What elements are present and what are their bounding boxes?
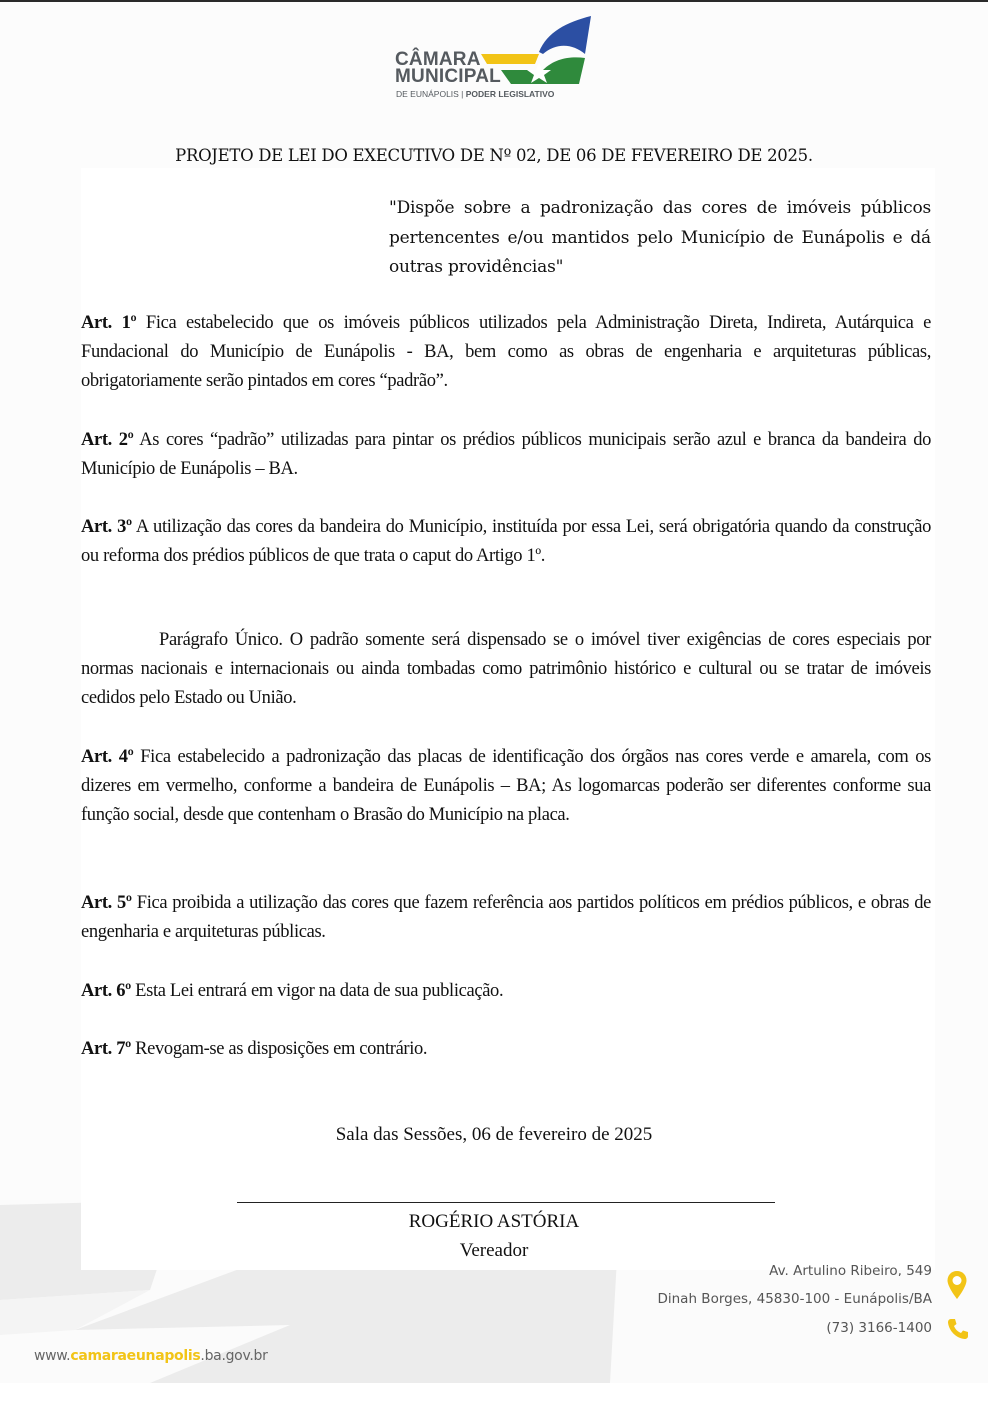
camara-municipal-logo <box>393 14 593 102</box>
article-text: As cores “padrão” utilizadas para pintar os prédios públicos municipais serão azul e branca da bandeira do Município de Eunápolis – BA. <box>81 430 931 480</box>
article-label: Art. 4º <box>81 747 134 767</box>
article-text: A utilização das cores da bandeira do Município, instituída por essa Lei, será obrigatória quando da construção ou reforma dos prédios públicos de que trata o caput do Artigo 1º. <box>81 517 931 567</box>
document-ementa: "Dispõe sobre a padronização das cores de imóveis públicos pertencentes e/ou mantidos pelo Município de Eunápolis e dá outras providências" <box>389 198 931 277</box>
address-line-1-container <box>632 1262 932 1276</box>
address-line-2: Dinah Borges, 45830-100 - Eunápolis/BA <box>657 1291 932 1307</box>
signatory-name: ROGÉRIO ASTÓRIA <box>408 1211 580 1232</box>
article-text: Fica proibida a utilização das cores que fazem referência aos partidos políticos em prédios públicos, e obras de engenharia e arquiteturas públicas. <box>81 893 931 943</box>
paragrafo-unico: Parágrafo Único. O padrão somente será dispensado se o imóvel tiver exigências de cores especiais por normas nacionais e internacionais ou ainda tombadas como patrimônio histórico e cultural ou se tratar de imóveis cedidos pelo Estado ou União. <box>81 630 931 709</box>
article-label: Art. 5º <box>81 893 132 913</box>
website-prefix: www. <box>34 1348 71 1364</box>
logo-line-1: CÂMARA <box>395 49 481 70</box>
signature-line <box>237 1202 775 1203</box>
article-text: Esta Lei entrará em vigor na data de sua publicação. <box>130 981 504 1001</box>
place-date: Sala das Sessões, 06 de fevereiro de 2025 <box>335 1124 653 1145</box>
article-text: Fica estabelecido que os imóveis públicos utilizados pela Administração Direta, Indireta, Autárquica e Fundacional do Município de Eunápolis - BA, bem como as obras de engenharia e arquiteturas públicas, obrigatoriamente serão pintados em cores “padrão”. <box>81 313 932 392</box>
location-pin-icon <box>946 1270 968 1300</box>
article-label: Art. 1º <box>81 313 137 333</box>
article-label: Art. 6º <box>81 981 131 1001</box>
phone-number: (73) 3166-1400 <box>826 1320 932 1336</box>
article-7 <box>81 1035 931 1064</box>
address-line-1: Av. Artulino Ribeiro, 549 <box>769 1263 932 1276</box>
website-link[interactable] <box>34 1348 268 1364</box>
article-text: Revogam-se as disposições em contrário. <box>130 1039 428 1059</box>
signatory-role: Vereador <box>459 1240 529 1261</box>
article-6 <box>81 977 931 1006</box>
article-4 <box>81 743 931 831</box>
website-suffix: .ba.gov.br <box>200 1348 268 1364</box>
logo-subtitle-right: PODER LEGISLATIVO <box>465 89 555 99</box>
article-3 <box>81 513 931 571</box>
logo-subtitle-left: DE EUNÁPOLIS | <box>396 89 466 99</box>
phone-icon <box>947 1318 969 1340</box>
logo-line-2: MUNICIPAL <box>395 66 501 87</box>
article-5 <box>81 889 931 947</box>
article-label: Art. 7º <box>81 1039 131 1059</box>
website-highlight: camaraeunapolis <box>70 1348 201 1364</box>
article-2 <box>81 426 931 484</box>
logo-subtitle <box>396 89 554 99</box>
document-title: PROJETO DE LEI DO EXECUTIVO DE Nº 02, DE 06 DE FEVEREIRO DE 2025. <box>175 146 813 165</box>
article-text: Fica estabelecido a padronização das placas de identificação dos órgãos nas cores verde e amarela, com os dizeres em vermelho, conforme a bandeira de Eunápolis – BA; As logomarcas poderão ser diferentes conforme sua função social, desde que contenham o Brasão do Município na placa. <box>81 747 931 826</box>
article-1 <box>81 309 931 397</box>
article-label: Art. 3º <box>81 517 132 537</box>
article-label: Art. 2º <box>81 430 134 450</box>
